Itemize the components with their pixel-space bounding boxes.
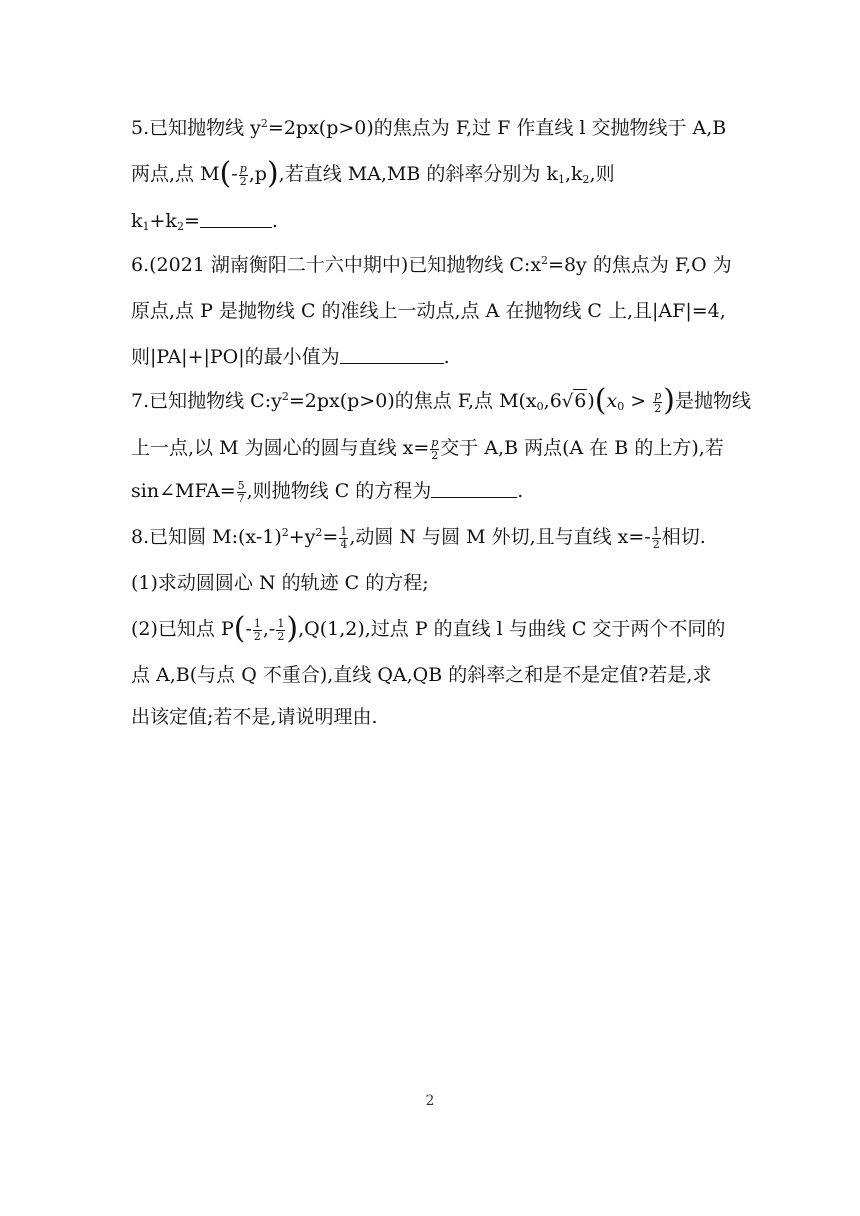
problem-8-question-2-line-1: (2)已知点 P(- $\frac{1}{2}$ ,- $\frac{1}{2}$ ),Q(1,2),过点 P 的直线 l 与曲线 C 交于两个不同的: [131, 611, 726, 646]
problem-8-question-2-line-2: 点 A,B(与点 Q 不重合),直线 QA,QB 的斜率之和是不是定值?若是,求: [131, 664, 712, 686]
fraction-p-over-2: $\frac{p}{2}$: [239, 161, 247, 188]
fraction-p-over-2: $\frac{p}{2}$: [654, 388, 662, 415]
page-number: 2: [425, 1093, 435, 1109]
problem-5-line-3: $k_1+k_2=$ .: [131, 210, 278, 233]
fraction-1-over-2: $\frac{1}{2}$: [253, 616, 261, 643]
problem-6-line-3: 则|PA|+|PO|的最小值为 .: [131, 346, 450, 368]
answer-blank: [340, 345, 444, 364]
fraction-1-over-4: $\frac{1}{4}$: [340, 524, 348, 551]
problem-5-line-1: 5.已知抛物线 $y^2=2px(p>0)$的焦点为 F,过 F 作直线 l 交抛物线于 A,B: [131, 117, 727, 139]
problem-8-question-2-line-3: 出该定值;若不是,请说明理由.: [131, 706, 378, 728]
problem-7-line-2: 上一点,以 M 为圆心的圆与直线 x= $\frac{p}{2}$ 交于 A,B 两点(A 在 B 的上方),若: [131, 435, 724, 462]
fraction-p-over-2: $\frac{p}{2}$: [431, 435, 439, 462]
answer-blank: [431, 479, 517, 498]
problem-6-line-2: 原点,点 P 是抛物线 C 的准线上一动点,点 A 在抛物线 C 上,且|AF|=4,: [131, 300, 726, 322]
problem-5-line-2: 两点,点 M(- $\frac{p}{2}$ ,p),若直线 MA,MB 的斜率分别为 $k_1,k_2$,则: [131, 156, 615, 191]
answer-blank: [200, 209, 272, 228]
fraction-1-over-2: $\frac{1}{2}$: [277, 616, 285, 643]
sqrt-6: 6: [574, 390, 587, 412]
problem-7-line-3: sin∠MFA= $\frac{5}{7}$ ,则抛物线 C 的方程为 .: [131, 478, 524, 505]
problem-7-line-1: 7.已知抛物线 $C:y^2=2px(p>0)$的焦点 F,点 $M(x_0,6√6)(x_0$ > $\frac{p}{2}$ )是抛物线: [131, 383, 752, 418]
problem-6-line-1: 6.(2021 湖南衡阳二十六中期中)已知抛物线 $C:x^2=8y$ 的焦点为 F,O 为: [131, 254, 732, 276]
problem-8-question-1: (1)求动圆圆心 N 的轨迹 C 的方程;: [131, 572, 429, 594]
problem-8-line-1: 8.已知圆 $M:(x-1)^2+y^2=$ $\frac{1}{4}$ ,动圆 N 与圆 M 外切,且与直线 x=- $\frac{1}{2}$ 相切.: [131, 524, 706, 551]
fraction-1-over-2: $\frac{1}{2}$: [652, 524, 660, 551]
fraction-5-over-7: $\frac{5}{7}$: [237, 478, 245, 505]
